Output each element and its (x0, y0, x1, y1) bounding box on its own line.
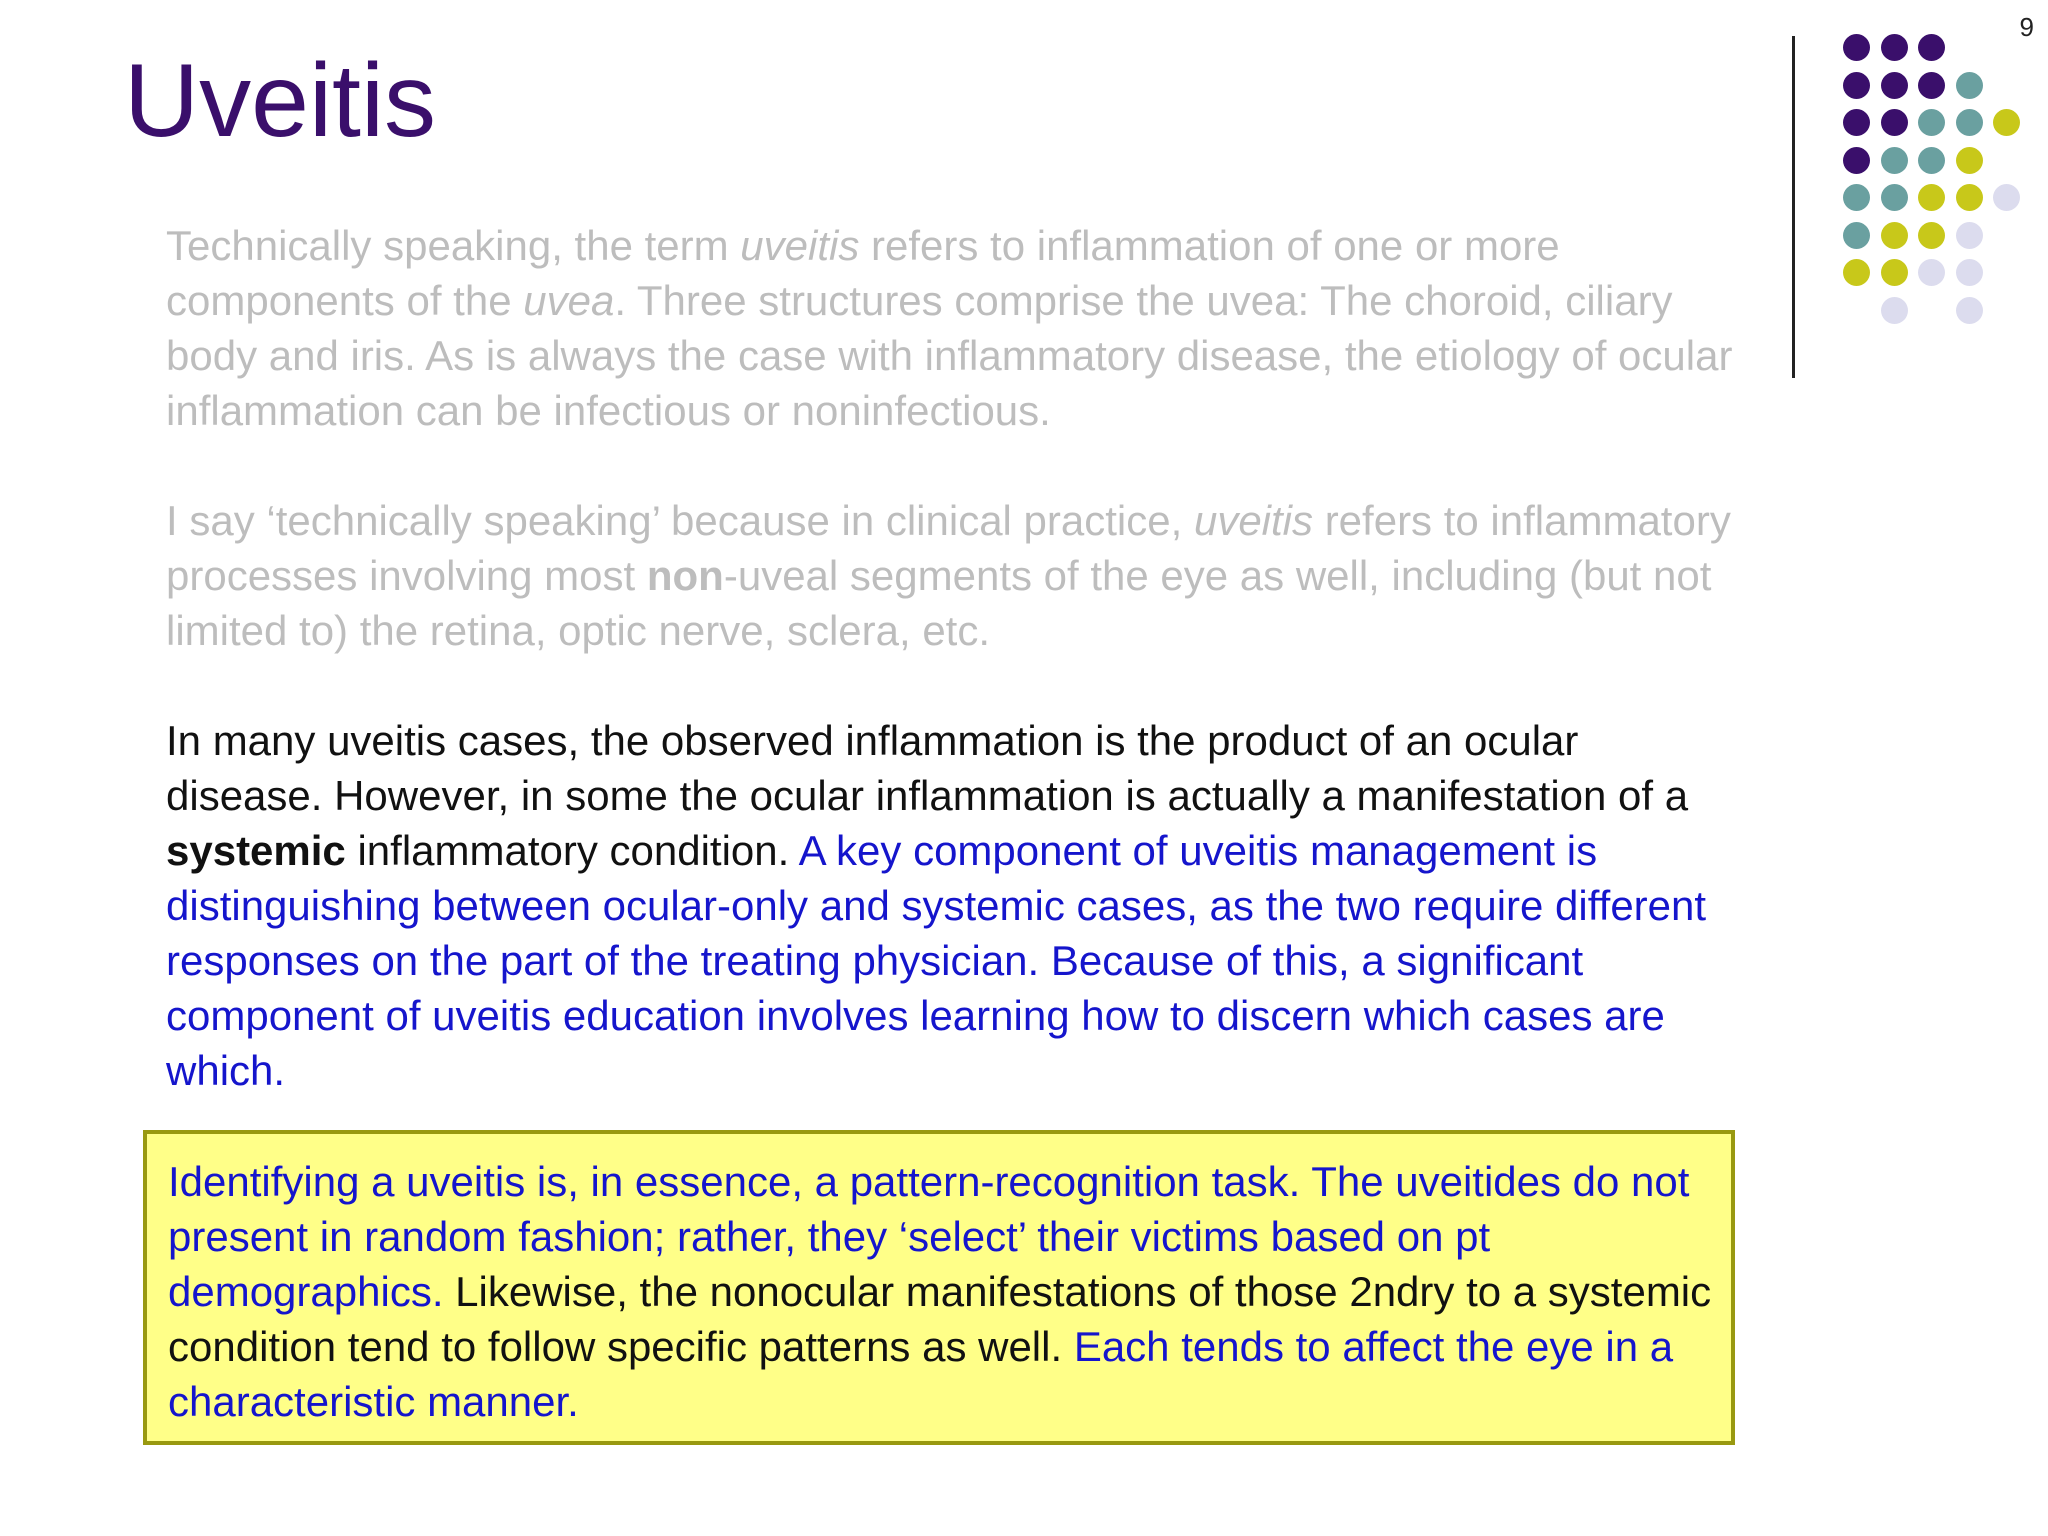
text-segment: non (646, 552, 724, 599)
decorative-dot (1881, 72, 1908, 99)
decorative-dot (1918, 34, 1945, 61)
decorative-dot (1881, 297, 1908, 324)
decorative-dot (1843, 184, 1870, 211)
decorative-dot (1993, 109, 2020, 136)
decorative-dot (1956, 297, 1983, 324)
decorative-dot (1918, 184, 1945, 211)
decorative-dot (1881, 222, 1908, 249)
text-segment: . Three structures comprise the uvea: The choroid, ciliary body and iris. As is always the case with inflammatory disease, the etiology of ocular inflammation can be infectious or noninfectious. (166, 277, 1733, 434)
text-segment: Identifying a uveitis is, in essence, a pattern-recognition task. The uveitides do not present in random fashion; rather, they ‘select’ their victims based on pt demographics. (168, 1158, 1690, 1315)
decorative-dot (1918, 109, 1945, 136)
decorative-dot (1881, 259, 1908, 286)
decorative-dot (1956, 72, 1983, 99)
decorative-dot (1881, 147, 1908, 174)
decorative-dot (1918, 72, 1945, 99)
text-segment: uveitis (740, 222, 860, 269)
text-segment: Each tends to affect the eye in a characteristic manner. (168, 1323, 1674, 1425)
decorative-dot (1843, 109, 1870, 136)
decorative-dot (1881, 34, 1908, 61)
text-segment: uvea (523, 277, 615, 324)
text-segment: I say ‘technically speaking’ because in clinical practice, (166, 497, 1194, 544)
vertical-divider (1792, 36, 1795, 378)
decorative-dot (1956, 109, 1983, 136)
decorative-dot (1918, 222, 1945, 249)
text-segment: refers to inflammatory processes involving most (166, 497, 1731, 599)
text-segment: inflammatory condition. (345, 827, 799, 874)
text-segment: uveitis (1193, 497, 1314, 544)
decorative-dot (1881, 184, 1908, 211)
decorative-dot (1918, 147, 1945, 174)
paragraph-systemic-vs-ocular (166, 713, 1746, 1098)
decorative-dot (1843, 222, 1870, 249)
decorative-dot (1956, 222, 1983, 249)
decorative-dot (1918, 259, 1945, 286)
decorative-dot (1843, 259, 1870, 286)
decorative-dot (1993, 184, 2020, 211)
decorative-dot (1881, 109, 1908, 136)
callout-box (143, 1130, 1735, 1445)
paragraph-definition (166, 218, 1746, 438)
paragraph-clinical-usage (166, 493, 1746, 658)
decorative-dot (1843, 72, 1870, 99)
text-segment: Likewise, the nonocular manifestations of those 2ndry to a systemic condition tend to follow specific patterns as well. (168, 1268, 1712, 1370)
text-segment: Technically speaking, the term (166, 222, 741, 269)
decorative-dot (1956, 259, 1983, 286)
slide-title: Uveitis (124, 43, 437, 159)
slide-number: 9 (2019, 12, 2034, 42)
text-segment: -uveal segments of the eye as well, including (but not limited to) the retina, optic nerve, sclera, etc. (166, 552, 1712, 654)
decorative-dot (1956, 184, 1983, 211)
text-segment: In many uveitis cases, the observed inflammation is the product of an ocular disease. However, in some the ocular inflammation is actually a manifestation of a (166, 717, 1689, 819)
text-segment: refers to inflammation of one or more components of the (166, 222, 1560, 324)
decorative-dot (1956, 147, 1983, 174)
text-segment: A key component of uveitis management is distinguishing between ocular-only and systemic cases, as the two require different responses on the part of the treating physician. Because of this, a significant component of uveitis education involves learning how to discern which cases are which. (166, 827, 1707, 1094)
text-segment: systemic (166, 827, 346, 874)
decorative-dot (1843, 147, 1870, 174)
callout-text (168, 1154, 1723, 1429)
decorative-dot (1843, 34, 1870, 61)
